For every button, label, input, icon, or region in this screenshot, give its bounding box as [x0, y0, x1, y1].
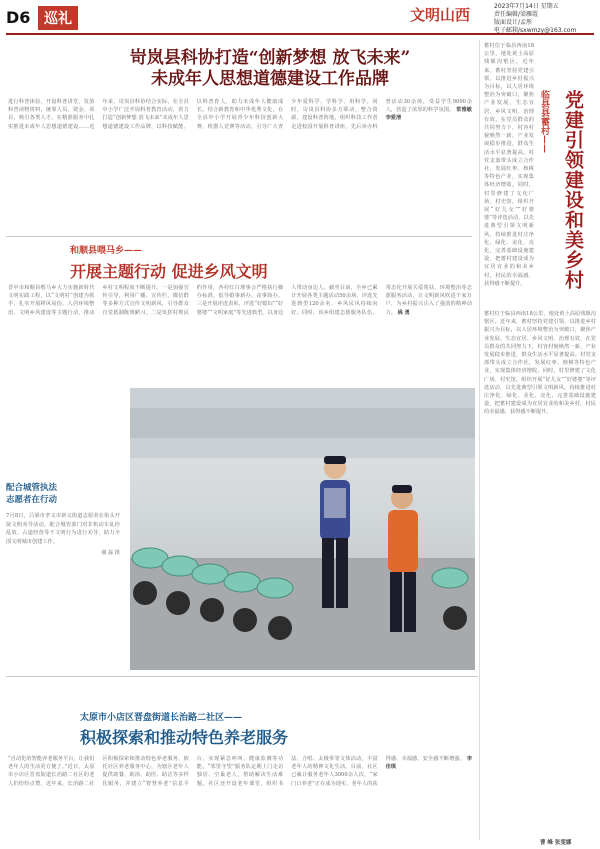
- sidebar-body-bottom: [484, 310, 596, 840]
- news-photo: [130, 388, 475, 670]
- editor: 责任编辑/梁雁霞: [494, 11, 539, 18]
- article2-body-text: 晋中市和顺县喂马乡大力实施新时代文明实践工程，以“文明村”创建为抓手，扎实开展移风易俗、人居环境整治、文明乡风建设等主题行动，推动乡村文明程度不断提升。一是加强宣传引导，利用广播、宣传栏、微信群等多种方式宣传文明新风，引导群众自觉抵制陈规陋习。二是发挥村规民约作用，各村红白理事会严格执行操办标准，倡导婚事新办、丧事简办。三是开展评选表彰，评选“好媳妇”“好婆婆”“文明家庭”等先进典型，以身边人带动身边人。截至目前，全乡已累计开展各类主题活动50余场，评选先进典型120余名，乡风民风持续向好。同时，该乡组建志愿服务队伍，常态化开展关爱帮扶、环境整治等志愿服务活动，让文明新风吹进千家万户，为乡村振兴注入了强劲的精神动力。: [8, 285, 472, 316]
- article2-body: [8, 284, 472, 384]
- divider-2: [6, 676, 478, 677]
- page-meta: [494, 3, 576, 35]
- sidebar-body-top: [484, 42, 534, 307]
- article1-signature: 常雅敏 李爱清: [385, 107, 472, 122]
- article1-headline-line2: 未成年人思想道德建设工作品牌: [151, 69, 389, 89]
- page-number: D6: [6, 8, 31, 27]
- sidebar-body-text: 蓄村位于临县西南18公里，地处黄土高原残塬沟壑区。近年来，蓄村坚持党建引领，以推进乡村振兴为目标，以人居环境整治为突破口，聚焦产业发展、生态宜居、乡风文明、治理有效，在党员群众的共同努力下，村容村貌焕然一新，产业发展稳步推进，群众生活水平显著提高。村党支部带头成立合作社，发展红枣、核桃等特色产业，实现集体经济增收。同时，村里修建了文化广场、村史馆，组织开展“好儿女”“好婆婆”等评选活动，以先进典型引领文明新风，持续推进村庄净化、绿化、美化、亮化，完善基础设施建设，把蓄村建设成为宜居宜业的和美乡村，村民的幸福感、获得感不断提升。: [484, 43, 534, 287]
- design: 版面设计/孟彤: [494, 19, 533, 26]
- article2-headline: 开展主题行动 促进乡风文明: [70, 262, 268, 281]
- article3-kicker: 太原市小店区晋盘街道长治路二社区——: [80, 713, 243, 723]
- section-label: 巡礼: [38, 6, 78, 30]
- sidebar-kicker: 临县县蓄村——: [539, 90, 549, 153]
- divider-1: [6, 236, 472, 237]
- article3-body: [8, 755, 472, 843]
- sidebar-signature: 曹 峰 张雯娜: [540, 840, 572, 846]
- photographer: 谢 磊 摄: [101, 550, 120, 556]
- article3-signature: 李佳琪: [385, 756, 472, 771]
- article1-headline-line1: 岢岚县科协打造“创新梦想 放飞未来”: [129, 48, 411, 68]
- caption-title-line1: 配合城管执法: [6, 483, 58, 493]
- sidebar-title: [538, 90, 596, 300]
- page-header: [0, 0, 600, 42]
- caption-title: [6, 482, 120, 506]
- caption-text: 7月8日，吕梁市孝义市新义街道志愿者在街头开展文明劝导活动，配合城管部门对非机动车乱停乱放、占道经营等不文明行为进行劝导，助力全国文明城市创建工作。: [6, 513, 120, 545]
- article2-signature: 姚 勇: [397, 309, 410, 316]
- article3-headline: 积极探索和推动特色养老服务: [80, 728, 289, 747]
- article2-kicker: 和顺县喂马乡——: [70, 246, 143, 256]
- article1-body-text: 进行科普体验，开设科普讲堂，发放科普读物资料，统筹人员、资金、项目，吸引各类人才，在精准服务中扎实推进未成年人思想道德建设……近年来，岢岚县科协结合实际，在全县中小学广泛开展科普教育活动，着力打造“创新梦想 放飞未来”未成年人思想道德建设工作品牌，以科技赋能、以科普育人，助力未成年人健康成长。结合新教育和中华优秀文化，在全县中小学开展青少年科技创新大赛、机器人竞赛等活动，引导广大青少年爱科学、学科学、用科学。同时，岢岚县科协多方联动，整合资源，建设科普阵地，组织科技工作者走进校园开展科普讲座，先后举办科普活动30余场，受益学生9000余人，营造了浓厚的科学氛围。: [8, 99, 472, 130]
- article1-body: [8, 98, 472, 230]
- date: 2023年7月14日 星期五: [494, 3, 559, 10]
- article3-body-text: “自动化的智能养老服务平台，让我们老年人的生活更方便了。”近日，太原市小店区晋盘街道长治路二社区的老人们纷纷点赞。近年来，长治路二社区积极探索和推动特色养老服务，依托社区养老服务中心，为辖区老年人提供助餐、助浴、助医、助洁等多样化服务，并建立“智慧养老”信息平台，实现紧急呼叫、健康监测等功能。“邻里守望”服务队定期上门走访独居、空巢老人，帮助解决生活难题。社区还开设老年课堂，组织书法、合唱、太极拳等文体活动，丰富老年人的精神文化生活。目前，社区已累计服务老年人3000余人次，“家门口养老”正在成为现实，老年人的获得感、幸福感、安全感不断增强。: [8, 756, 465, 787]
- email: 电子邮箱/sxwmzy@163.com: [494, 27, 577, 34]
- photo-illustration: [130, 388, 475, 670]
- sidebar-body-text-cont: 蓄村位于临县西南18公里，地处黄土高原残塬沟壑区。近年来，蓄村坚持党建引领，以推进乡村振兴为目标，以人居环境整治为突破口，聚焦产业发展、生态宜居、乡风文明、治理有效，在党员群众的共同努力下，村容村貌焕然一新，产业发展稳步推进，群众生活水平显著提高。村党支部带头成立合作社，发展红枣、核桃等特色产业，实现集体经济增收。同时，村里修建了文化广场、村史馆，组织开展“好儿女”“好婆婆”等评选活动，以先进典型引领文明新风，持续推进村庄净化、绿化、美化、亮化，完善基础设施建设，把蓄村建设成为宜居宜业的和美乡村，村民的幸福感、获得感不断提升。: [484, 311, 596, 416]
- article1-headline: [80, 48, 460, 90]
- header-rule: [6, 33, 594, 35]
- caption-title-line2: 志愿者在行动: [6, 495, 58, 505]
- brand-logo: 文明山西: [410, 6, 471, 24]
- photo-caption: [6, 482, 120, 556]
- column-divider: [479, 40, 480, 840]
- sidebar-headline: 党建引领建设和美乡村: [562, 90, 584, 290]
